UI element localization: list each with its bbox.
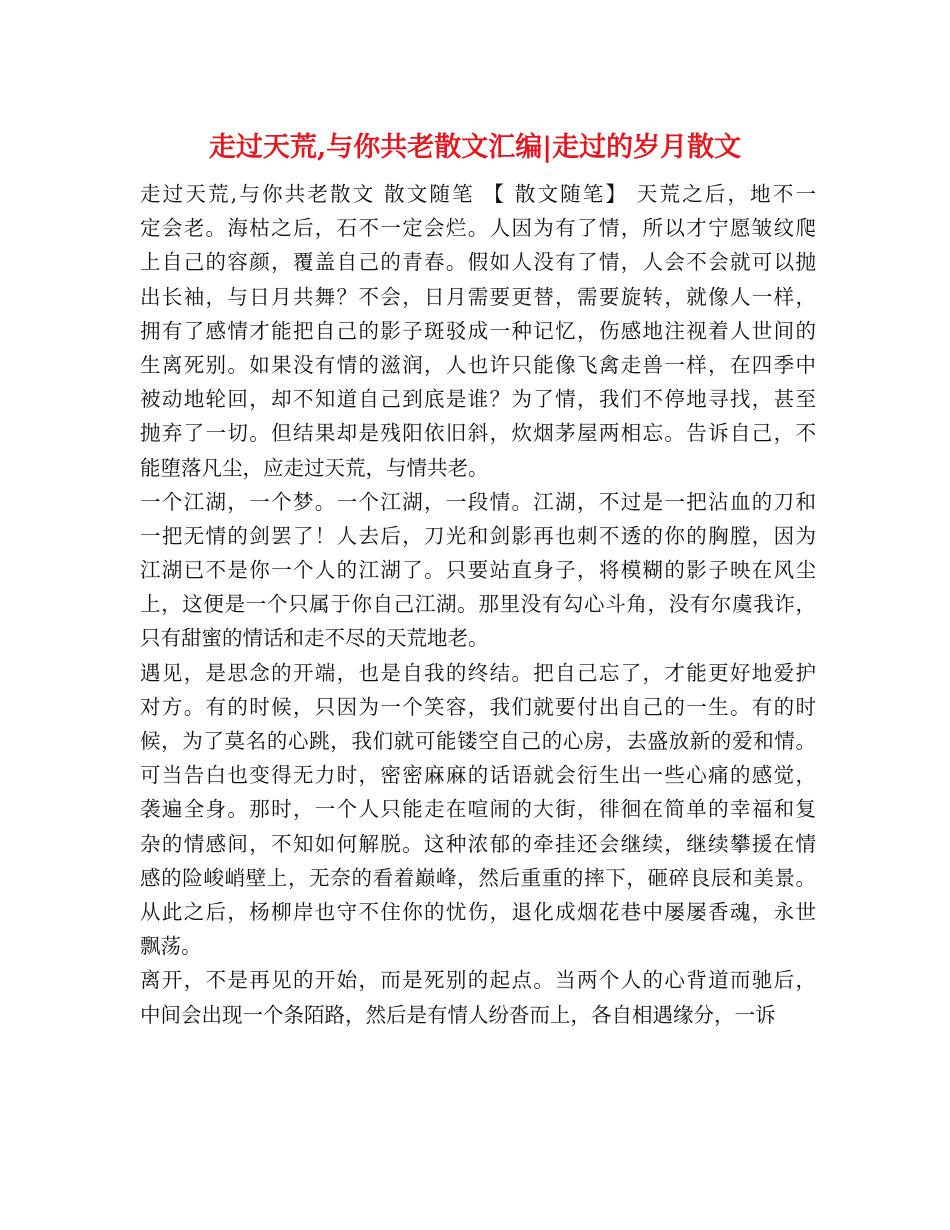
paragraph-line: 一个江湖，一个梦。一个江湖，一段情。江湖，不过是一把沾血的刀和 xyxy=(140,489,816,514)
paragraph-line: 上，这便是一个只属于你自己江湖。那里没有勾心斗角，没有尔虞我诈， xyxy=(140,592,816,617)
paragraph-line: 离开，不是再见的开始，而是死别的起点。当两个人的心背道而驰后， xyxy=(140,968,816,993)
paragraph-line: 中间会出现一个条陌路，然后是有情人纷沓而上，各自相遇缘分，一诉 xyxy=(140,1002,776,1027)
paragraph-line: 能堕落凡尘，应走过天荒，与情共老。 xyxy=(140,455,489,480)
paragraph-line: 杂的情感间，不知如何解脱。这种浓郁的牵挂还会继续，继续攀援在情 xyxy=(140,831,816,856)
paragraph-line: 抛弃了一切。但结果却是残阳依旧斜，炊烟茅屋两相忘。告诉自己，不 xyxy=(140,421,816,446)
paragraph xyxy=(140,656,816,964)
paragraph-line: 被动地轮回，却不知道自己到底是谁？为了情，我们不停地寻找，甚至 xyxy=(140,387,816,412)
paragraph-line: 拥有了感情才能把自己的影子斑驳成一种记忆，伤感地注视着人世间的 xyxy=(140,318,816,343)
paragraph-line: 遇见，是思念的开端，也是自我的终结。把自己忘了，才能更好地爱护 xyxy=(140,660,816,685)
paragraph-line: 生离死别。如果没有情的滋润，人也许只能像飞禽走兽一样，在四季中 xyxy=(140,352,816,377)
paragraph-line: 感的险峻峭壁上，无奈的看着巅峰，然后重重的摔下，砸碎良辰和美景。 xyxy=(140,865,816,890)
paragraph-line: 走过天荒,与你共老散文 散文随笔 【 散文随笔】 天荒之后，地不一 xyxy=(140,182,816,206)
paragraph-line: 飘荡。 xyxy=(140,934,202,959)
paragraph xyxy=(140,177,816,485)
paragraph-line: 只有甜蜜的情话和走不尽的天荒地老。 xyxy=(140,626,489,651)
paragraph-line: 袭遍全身。那时，一个人只能走在喧闹的大街，徘徊在简单的幸福和复 xyxy=(140,797,816,822)
paragraph-line: 上自己的容颜，覆盖自己的青春。假如人没有了情，人会不会就可以抛 xyxy=(140,250,816,275)
document-body xyxy=(140,177,816,1032)
paragraph xyxy=(140,963,816,1031)
paragraph-line: 定会老。海枯之后，石不一定会烂。人因为有了情，所以才宁愿皱纹爬 xyxy=(140,216,816,241)
paragraph-line: 候，为了莫名的心跳，我们就可能镂空自己的心房，去盛放新的爱和情。 xyxy=(140,729,816,753)
paragraph-line: 一把无情的剑罢了！人去后，刀光和剑影再也刺不透的你的胸膛，因为 xyxy=(140,523,816,548)
paragraph xyxy=(140,485,816,656)
paragraph-line: 江湖已不是你一个人的江湖了。只要站直身子，将模糊的影子映在风尘 xyxy=(140,558,816,583)
paragraph-line: 从此之后，杨柳岸也守不住你的忧伤，退化成烟花巷中屡屡香魂，永世 xyxy=(140,899,816,924)
paragraph-line: 出长袖，与日月共舞？不会，日月需要更替，需要旋转，就像人一样， xyxy=(140,284,816,309)
document-title: 走过天荒,与你共老散文汇编|走过的岁月散文 xyxy=(208,132,742,163)
paragraph-line: 可当告白也变得无力时，密密麻麻的话语就会衍生出一些心痛的感觉， xyxy=(140,763,816,788)
paragraph-line: 对方。有的时候，只因为一个笑容，我们就要付出自己的一生。有的时 xyxy=(140,694,816,719)
